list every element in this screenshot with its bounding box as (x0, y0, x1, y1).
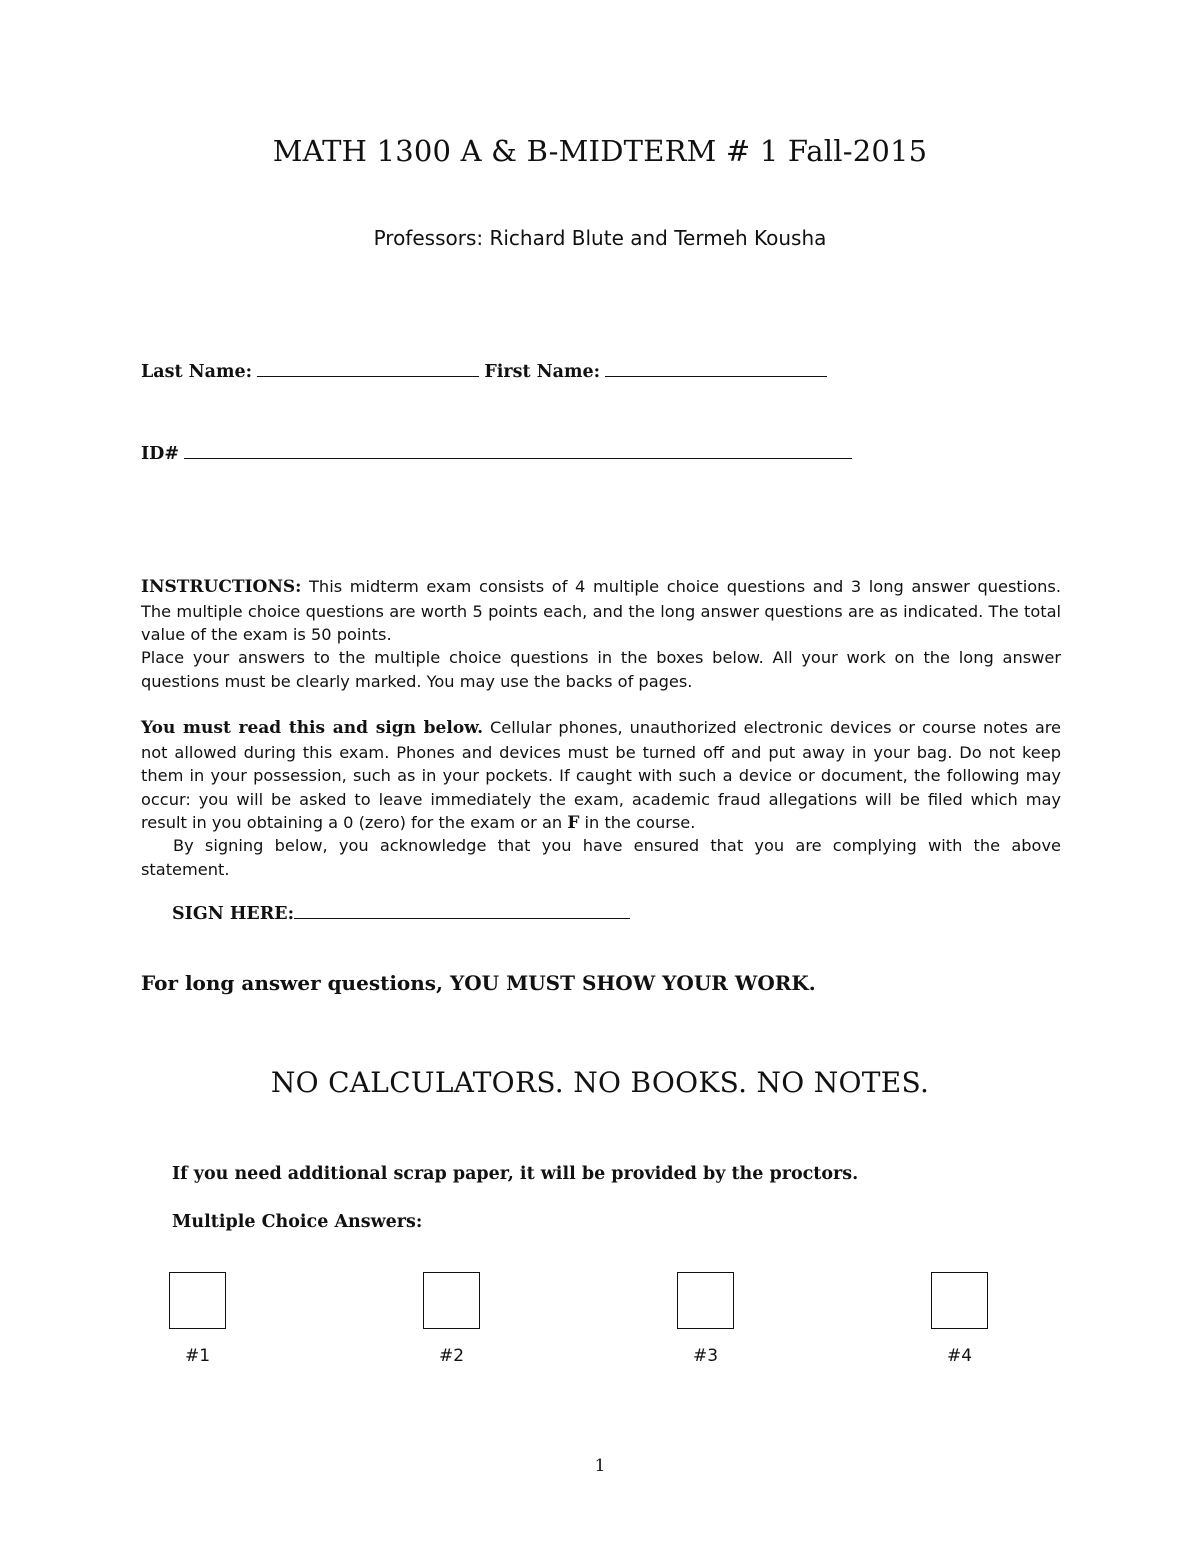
first-name-blank[interactable] (605, 376, 827, 377)
name-fields-row (141, 362, 827, 382)
professors-line: Professors: Richard Blute and Termeh Kousha (373, 226, 827, 250)
policy-text: Cellular phones, unauthorized electronic devices or course notes are not allowed during this exam. Phones and devices must be turned off and put away in your bag. Do not keep them in your possession, such as in your pockets. If caught with such a device or document, the following may occur: you will be asked to leave immediately the exam, academic fraud allegations will be filed which may result in you obtaining a 0 (zero) for the exam or an (141, 718, 1061, 832)
signature-blank[interactable] (294, 918, 630, 919)
scrap-paper-notice: If you need additional scrap paper, it will be provided by the proctors. (172, 1164, 859, 1184)
mc-box-label-3: #3 (692, 1346, 719, 1366)
last-name-blank[interactable] (257, 376, 479, 377)
policy-heading: You must read this and sign below. (141, 718, 484, 738)
no-calculators-notice: NO CALCULATORS. NO BOOKS. NO NOTES. (270, 1066, 930, 1099)
first-name-label: First Name: (484, 362, 601, 382)
last-name-label: Last Name: (141, 362, 253, 382)
policy-paragraph (141, 716, 1061, 836)
mc-answer-box-2[interactable] (423, 1272, 480, 1329)
long-answer-notice: For long answer questions, YOU MUST SHOW YOUR WORK. (141, 971, 816, 995)
mc-answer-box-4[interactable] (931, 1272, 988, 1329)
sign-here-label: SIGN HERE: (172, 904, 295, 924)
instructions-text: This midterm exam consists of 4 multiple choice questions and 3 long answer questions. The multiple choice questions are worth 5 points each, and the long answer questions are as indicated. The total value of the exam is 50 points. (141, 577, 1061, 644)
acknowledge-paragraph (141, 834, 1061, 881)
mc-box-label-1: #1 (184, 1346, 211, 1366)
policy-text-end: in the course. (584, 813, 696, 832)
mc-answer-boxes (169, 1272, 1019, 1382)
instructions-paragraph (141, 575, 1061, 647)
instructions-heading: INSTRUCTIONS: (141, 577, 302, 597)
id-blank[interactable] (184, 458, 852, 459)
instructions-text-2: Place your answers to the multiple choice questions in the boxes below. All your work on the long answer questions must be clearly marked. You may use the backs of pages. (141, 648, 1061, 691)
page-number: 1 (594, 1456, 606, 1476)
mc-answers-label: Multiple Choice Answers: (172, 1212, 423, 1232)
instructions-paragraph-2 (141, 646, 1061, 693)
mc-answer-box-3[interactable] (677, 1272, 734, 1329)
policy-grade-f: F (567, 813, 580, 833)
mc-box-label-4: #4 (946, 1346, 973, 1366)
signature-row (172, 904, 630, 924)
id-field-row (141, 444, 852, 464)
exam-title: MATH 1300 A & B-MIDTERM # 1 Fall-2015 (272, 134, 928, 168)
mc-answer-box-1[interactable] (169, 1272, 226, 1329)
acknowledge-text: By signing below, you acknowledge that you have ensured that you are complying with the above statement. (141, 836, 1061, 879)
id-label: ID# (141, 444, 180, 464)
mc-box-label-2: #2 (438, 1346, 465, 1366)
